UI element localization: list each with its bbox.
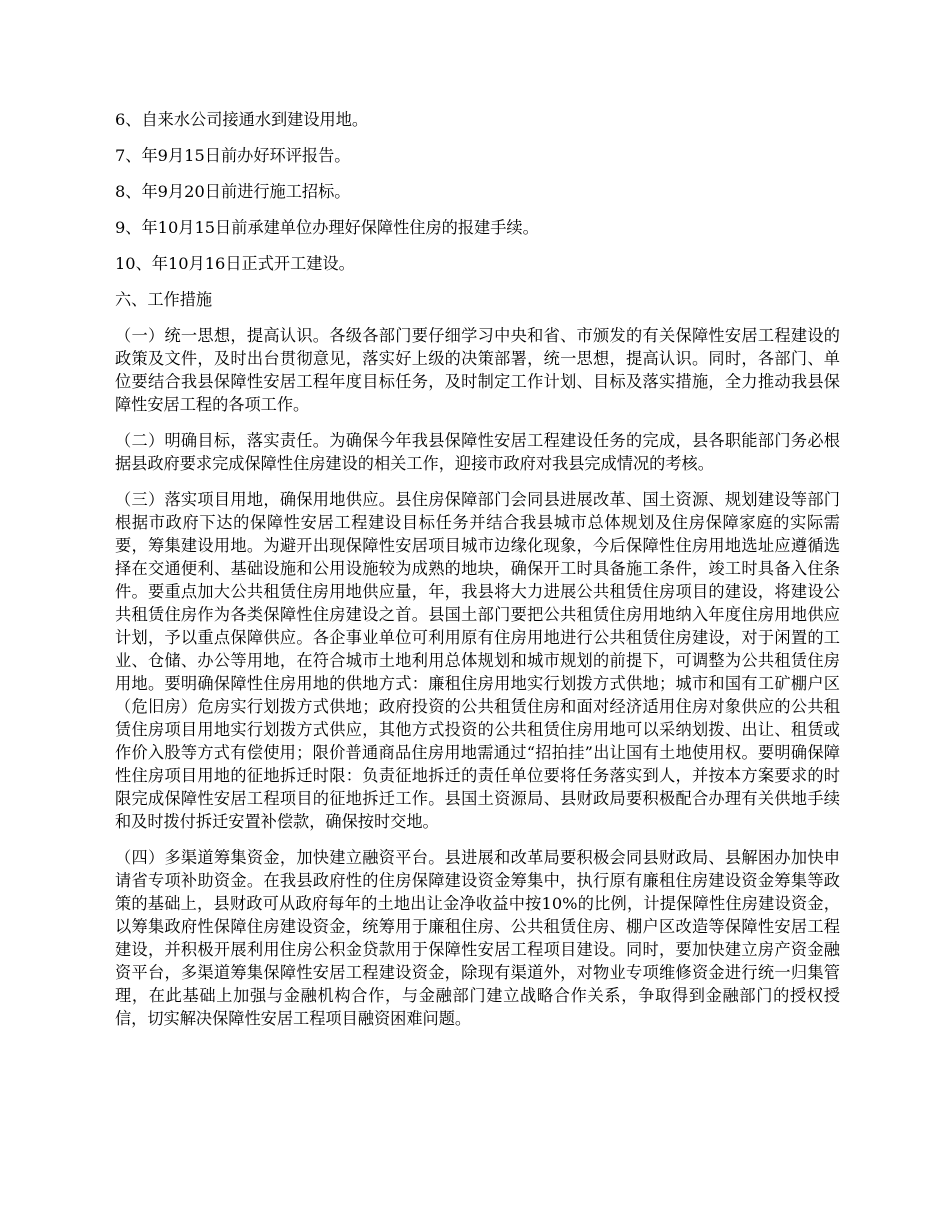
- document-body: [115, 108, 840, 1043]
- schedule-item-10: 10、年10月16日正式开工建设。: [115, 254, 355, 273]
- schedule-item-9: 9、年10月15日前承建单位办理好保障性住房的报建手续。: [115, 218, 539, 237]
- paragraph-land-supply: （三）落实项目用地，确保用地供应。县住房保障部门会同县进展改革、国土资源、规划建设等部门根据市政府下达的保障性安居工程建设目标任务并结合我县城市总体规划及住房保障家庭的实际需要，筹集建设用地。为避开出现保障性安居项目城市边缘化现象，今后保障性住房用地选址应遵循选择在交通便利、基础设施和公用设施较为成熟的地块，确保开工时具备施工条件，竣工时具备入住条件。要重点加大公共租赁住房用地供应量，年，我县将大力进展公共租赁住房项目的建设，将建设公共租赁住房作为各类保障性住房建设之首。县国土部门要把公共租赁住房用地纳入年度住房用地供应计划，予以重点保障供应。各企事业单位可利用原有住房用地进行公共租赁住房建设，对于闲置的工业、仓储、办公等用地，在符合城市土地利用总体规划和城市规划的前提下，可调整为公共租赁住房用地。要明确保障性住房用地的供地方式：廉租住房用地实行划拨方式供地；城市和国有工矿棚户区（危旧房）危房实行划拨方式供地；政府投资的公共租赁住房和面对经济适用住房对象供应的公共租赁住房项目用地实行划拨方式供应，其他方式投资的公共租赁住房用地可以采纳划拨、出让、租赁或作价入股等方式有偿使用；限价普通商品住房用地需通过“招拍挂”出让国有土地使用权。要明确保障性住房项目用地的征地拆迁时限：负责征地拆迁的责任单位要将任务落实到人，并按本方案要求的时限完成保障性安居工程项目的征地拆迁工作。县国土资源局、县财政局要积极配合办理有关供地手续和及时拨付拆迁安置补偿款，确保按时交地。: [115, 490, 840, 831]
- paragraph-clear-goals: （二）明确目标，落实责任。为确保今年我县保障性安居工程建设任务的完成，县各职能部门务必根据县政府要求完成保障性住房建设的相关工作，迎接市政府对我县完成情况的考核。: [115, 431, 840, 473]
- paragraph-unify-thinking: （一）统一思想，提高认识。各级各部门要仔细学习中央和省、市颁发的有关保障性安居工程建设的政策及文件，及时出台贯彻意见，落实好上级的决策部署，统一思想，提高认识。同时，各部门、单位要结合我县保障性安居工程年度目标任务，及时制定工作计划、目标及落实措施，全力推动我县保障性安居工程的各项工作。: [115, 326, 840, 414]
- schedule-item-8: 8、年9月20日前进行施工招标。: [115, 182, 351, 201]
- paragraph-funding: （四）多渠道筹集资金，加快建立融资平台。县进展和改革局要积极会同县财政局、县解困办加快申请省专项补助资金。在我县政府性的住房保障建设资金筹集中，执行原有廉租住房建设资金筹集等政策的基础上，县财政可从政府每年的土地出让金净收益中按10%的比例，计提保障性住房建设资金，以筹集政府性保障住房建设资金，统筹用于廉租住房、公共租赁住房、棚户区改造等保障性安居工程建设，并积极开展利用住房公积金贷款用于保障性安居工程项目建设。同时，要加快建立房产资金融资平台，多渠道筹集保障性安居工程建设资金，除现有渠道外，对物业专项维修资金进行统一归集管理，在此基础上加强与金融机构合作，与金融部门建立战略合作关系，争取得到金融部门的授权授信，切实解决保障性安居工程项目融资困难问题。: [115, 848, 840, 1028]
- section-heading: 六、工作措施: [115, 290, 213, 309]
- schedule-item-6: 6、自来水公司接通水到建设用地。: [115, 110, 369, 129]
- schedule-item-7: 7、年9月15日前办好环评报告。: [115, 146, 351, 165]
